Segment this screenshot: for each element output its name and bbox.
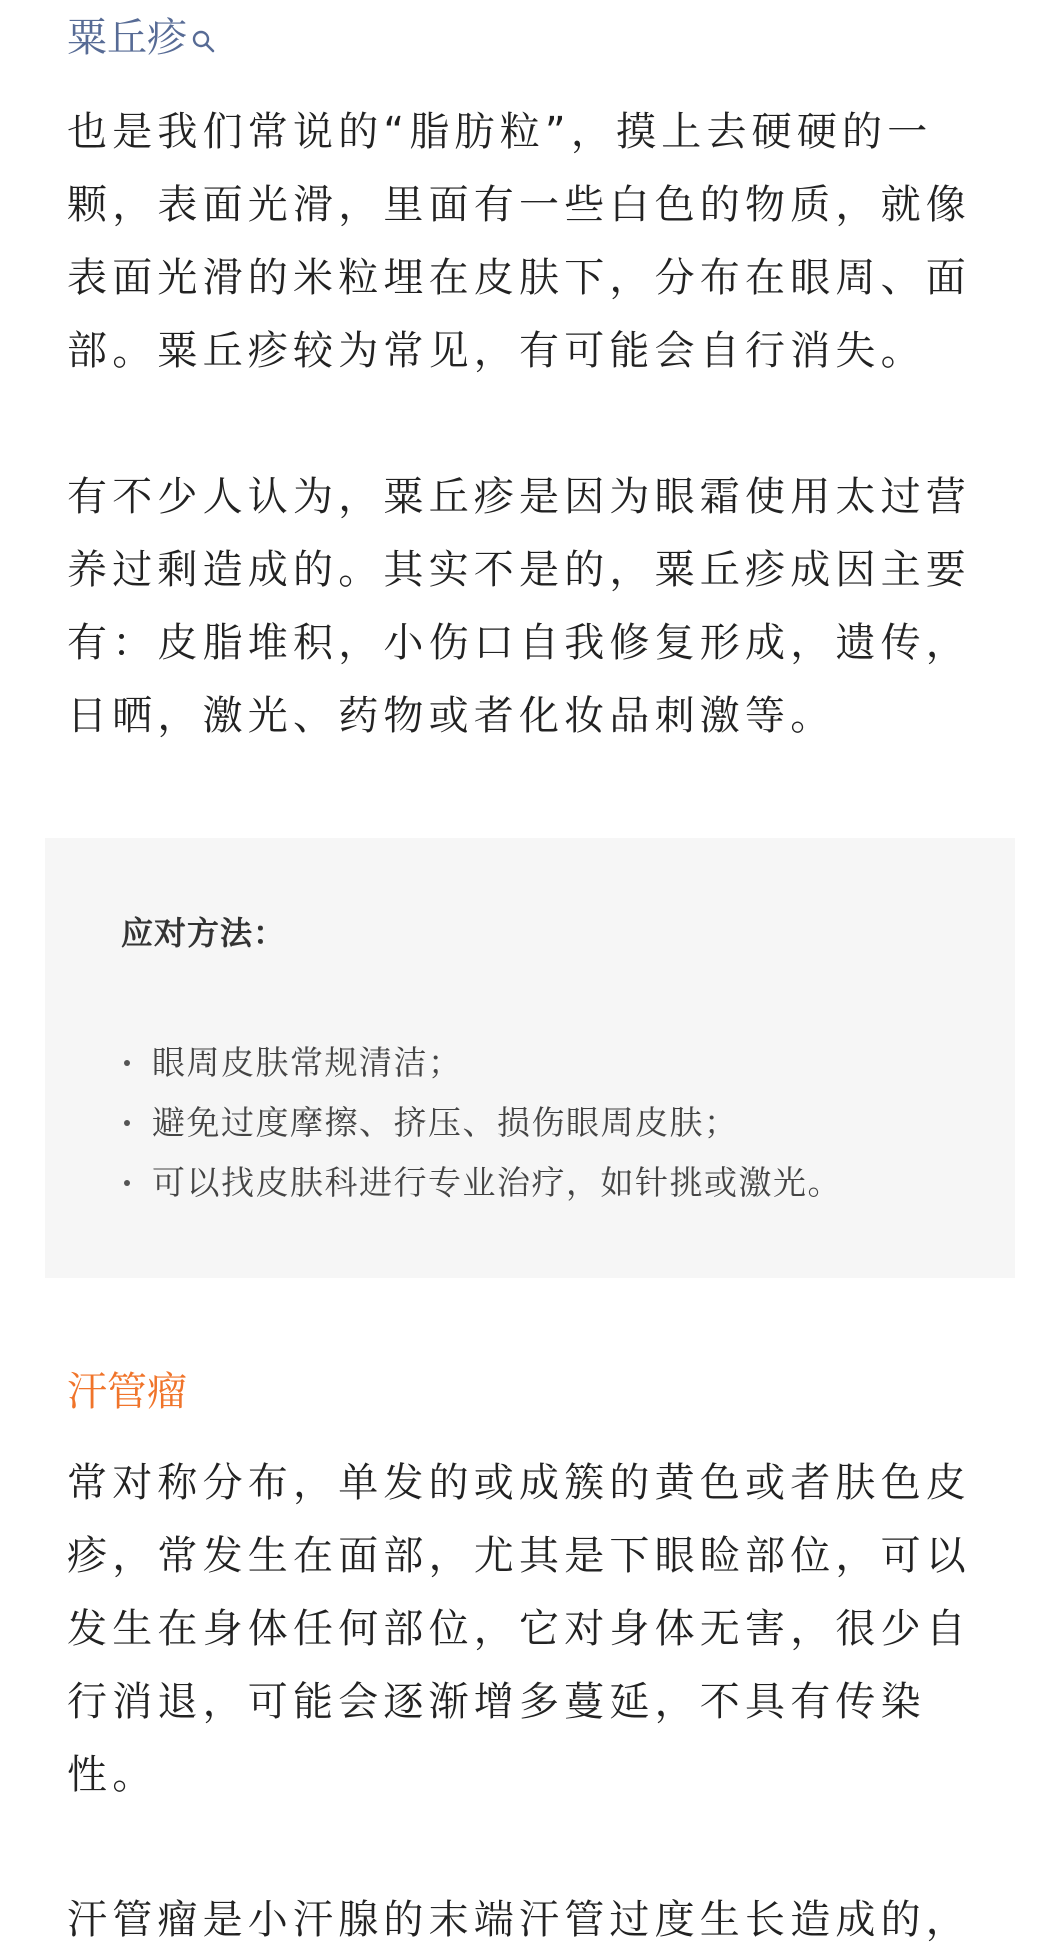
paragraph: 汗管瘤是小汗腺的末端汗管过度生长造成的， [67, 1897, 971, 1943]
section-heading-link[interactable] [67, 8, 217, 68]
list-item [121, 1093, 842, 1153]
bullet-icon [124, 1120, 130, 1126]
section-heading: 汗管瘤 [67, 1369, 187, 1415]
bullet-icon [124, 1060, 130, 1066]
method-box [45, 838, 1015, 1278]
paragraph: 也是我们常说的“脂肪粒”，摸上去硬硬的一颗，表面光滑，里面有一些白色的物质，就像表面光滑的米粒埋在皮肤下，分布在眼周、面部。粟丘疹较为常见，有可能会自行消失。 [67, 109, 971, 374]
paragraph: 常对称分布，单发的或成簇的黄色或者肤色皮疹，常发生在面部，尤其是下眼睑部位，可以发生在身体任何部位，它对身体无害，很少自行消退，可能会逐渐增多蔓延，不具有传染性。 [67, 1460, 971, 1798]
search-icon[interactable] [191, 12, 217, 38]
list-item [121, 1153, 842, 1213]
paragraph: 有不少人认为，粟丘疹是因为眼霜使用太过营养过剩造成的。其实不是的，粟丘疹成因主要有：皮脂堆积，小伤口自我修复形成，遗传，日晒，激光、药物或者化妆品刺激等。 [67, 474, 971, 739]
bullet-icon [124, 1180, 130, 1186]
list-item-text: 眼周皮肤常规清洁； [152, 1043, 463, 1082]
list-item [121, 1033, 842, 1093]
section-heading-text[interactable]: 粟丘疹 [67, 15, 187, 61]
method-title: 应对方法： [121, 914, 287, 952]
list-item-text: 可以找皮肤科进行专业治疗，如针挑或激光。 [152, 1163, 842, 1202]
list-item-text: 避免过度摩擦、挤压、损伤眼周皮肤； [152, 1103, 739, 1142]
method-list [121, 1033, 842, 1213]
